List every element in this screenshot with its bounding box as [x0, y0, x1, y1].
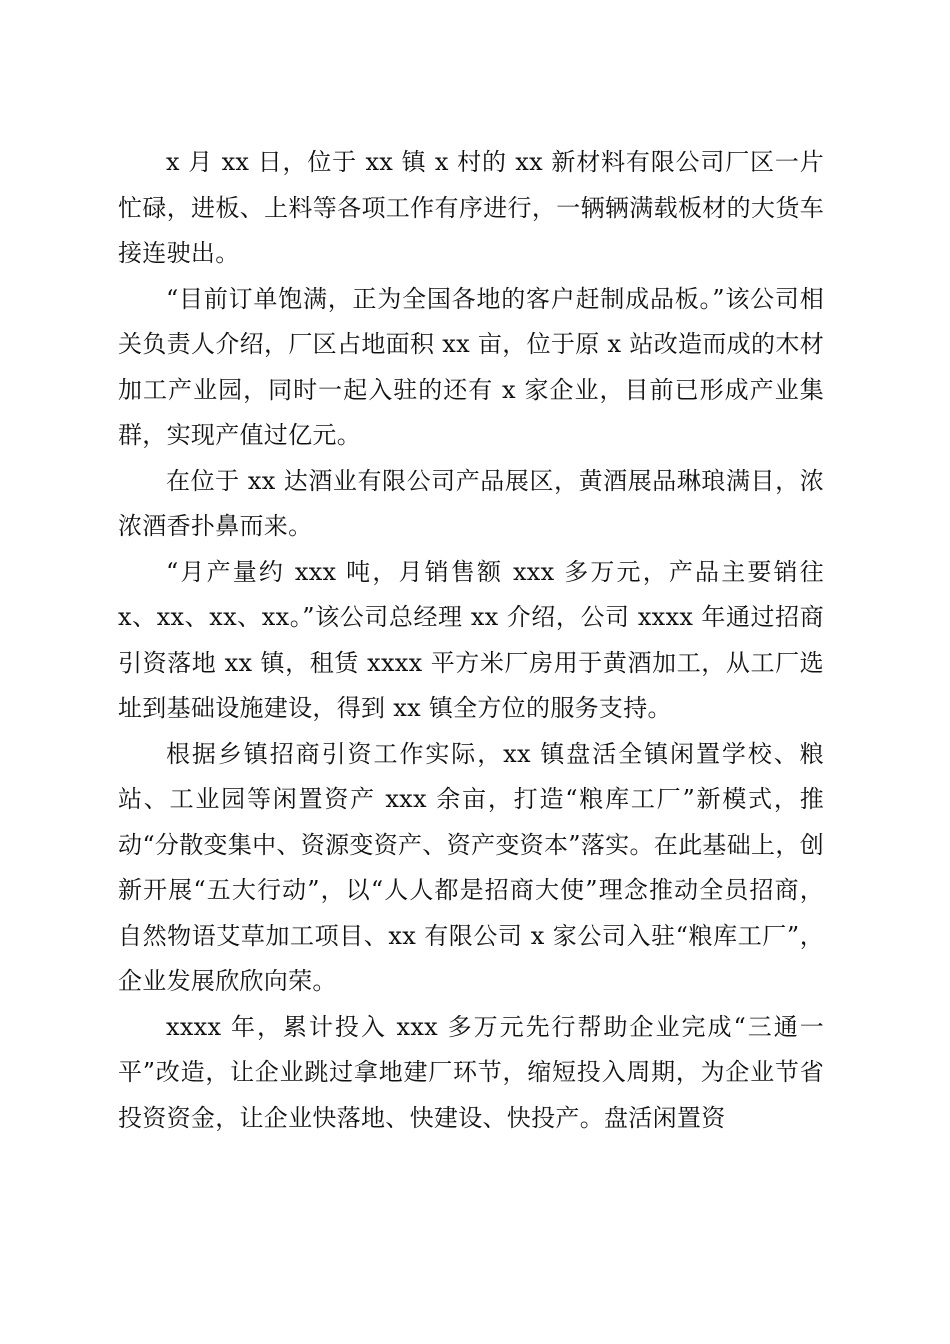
- paragraph-3: 在位于 xx 达酒业有限公司产品展区，黄酒展品琳琅满目，浓浓酒香扑鼻而来。: [118, 466, 824, 540]
- paragraph-5: 根据乡镇招商引资工作实际，xx 镇盘活全镇闲置学校、粮站、工业园等闲置资产 xxx 余亩，打造“粮库工厂”新模式，推动“分散变集中、资源变资产、资产变资本”落实。在此基础上，创新开展“五大行动”，以“人人都是招商大使”理念推动全员招商，自然物语艾草加工项目、xx 有限公司 x 家公司入驻“粮库工厂”，企业发展欣欣向荣。: [118, 739, 824, 995]
- paragraph-4: “月产量约 xxx 吨，月销售额 xxx 多万元，产品主要销往 x、xx、xx、xx。”该公司总经理 xx 介绍，公司 xxxx 年通过招商引资落地 xx 镇，租赁 xxxx 平方米厂房用于黄酒加工，从工厂选址到基础设施建设，得到 xx 镇全方位的服务支持。: [118, 557, 824, 722]
- paragraph-2: “目前订单饱满，正为全国各地的客户赶制成品板。”该公司相关负责人介绍，厂区占地面积 xx 亩，位于原 x 站改造而成的木材加工产业园，同时一起入驻的还有 x 家企业，目前已形成产业集群，实现产值过亿元。: [118, 284, 824, 449]
- paragraph-1: x 月 xx 日，位于 xx 镇 x 村的 xx 新材料有限公司厂区一片忙碌，进板、上料等各项工作有序进行，一辆辆满载板材的大货车接连驶出。: [118, 148, 824, 267]
- article-body: [118, 140, 824, 1141]
- paragraph-6: xxxx 年，累计投入 xxx 多万元先行帮助企业完成“三通一平”改造，让企业跳过拿地建厂环节，缩短投入周期，为企业节省投资资金，让企业快落地、快建设、快投产。盘活闲置资: [118, 1012, 824, 1132]
